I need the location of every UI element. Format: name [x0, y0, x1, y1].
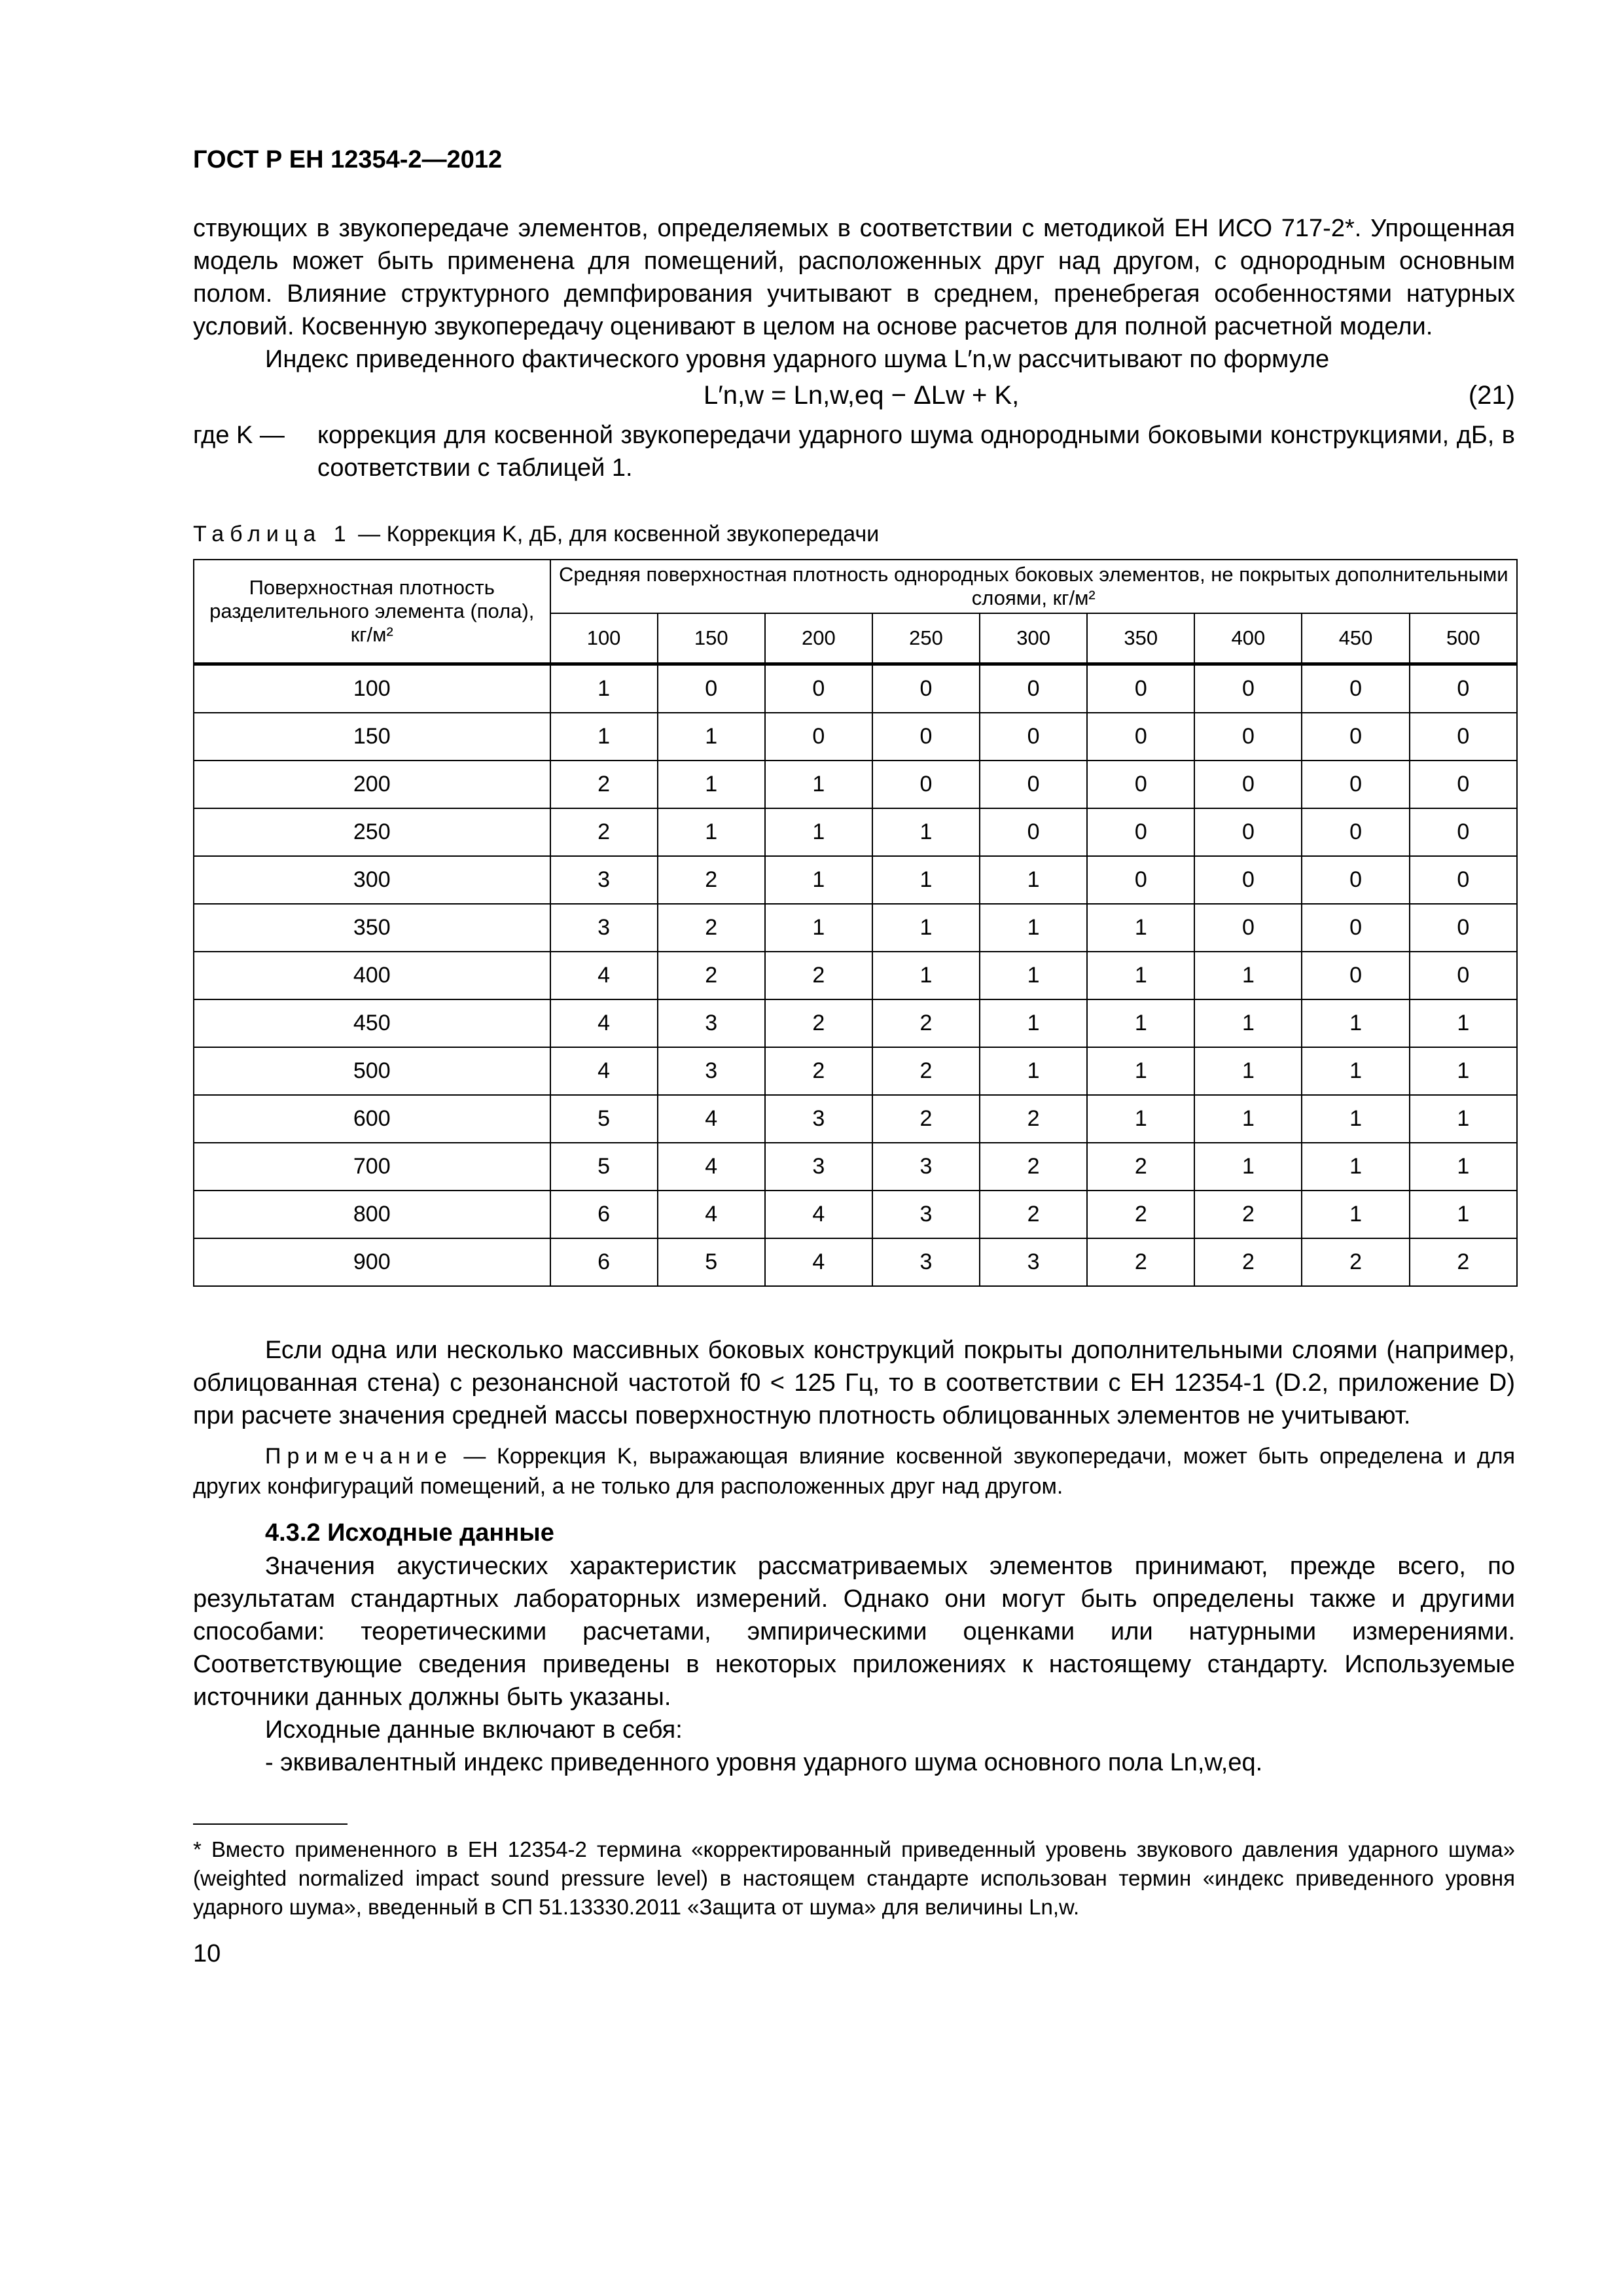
table-cell: 0: [1087, 713, 1194, 761]
table-cell: 0: [1194, 664, 1302, 713]
table-cell: 1: [1302, 1143, 1409, 1191]
table-cell: 0: [1410, 713, 1517, 761]
table-cell: 2: [872, 1047, 980, 1095]
table-cell: 3: [658, 999, 765, 1047]
table-cell: 0: [1302, 761, 1409, 808]
correction-table: [193, 559, 1518, 1287]
column-header: 150: [658, 613, 765, 664]
row-label-cell: 450: [194, 999, 550, 1047]
table-cell: 1: [872, 952, 980, 999]
table-cell: 1: [1087, 1095, 1194, 1143]
table-cell: 0: [872, 713, 980, 761]
column-header: 400: [1194, 613, 1302, 664]
column-header: 500: [1410, 613, 1517, 664]
table-cell: 2: [765, 999, 872, 1047]
table-cell: 1: [550, 713, 658, 761]
table-cell: 2: [980, 1143, 1087, 1191]
table-cell: 2: [765, 952, 872, 999]
table-cell: 2: [1087, 1191, 1194, 1238]
table-cell: 0: [872, 664, 980, 713]
table-cell: 1: [658, 808, 765, 856]
row-label-cell: 900: [194, 1238, 550, 1286]
table-cell: 0: [1302, 664, 1409, 713]
table-cell: 2: [550, 761, 658, 808]
table-cell: 1: [980, 952, 1087, 999]
note-label: Примечание: [265, 1444, 453, 1469]
table-cell: 2: [658, 856, 765, 904]
table-row: [194, 1047, 1517, 1095]
table-caption-prefix: Таблица 1: [193, 522, 352, 547]
table-cell: 1: [1087, 999, 1194, 1047]
row-header-cell: Поверхностная плотность разделительного элемента (пола), кг/м²: [194, 560, 550, 664]
row-label-cell: 500: [194, 1047, 550, 1095]
row-label-cell: 600: [194, 1095, 550, 1143]
table-cell: 0: [1410, 904, 1517, 952]
table-cell: 1: [980, 1047, 1087, 1095]
table-cell: 0: [1194, 808, 1302, 856]
table-cell: 3: [872, 1143, 980, 1191]
table-row: [194, 1191, 1517, 1238]
row-label-cell: 300: [194, 856, 550, 904]
section-list-item: - эквивалентный индекс приведенного уровня ударного шума основного пола Ln,w,eq.: [265, 1749, 1263, 1776]
table-cell: 1: [1194, 1047, 1302, 1095]
table-cell: 4: [765, 1238, 872, 1286]
table-cell: 1: [1194, 1143, 1302, 1191]
row-label-cell: 400: [194, 952, 550, 999]
table-cell: 1: [872, 856, 980, 904]
table-row: [194, 713, 1517, 761]
table-cell: 3: [872, 1191, 980, 1238]
table-cell: 3: [658, 1047, 765, 1095]
table-cell: 1: [980, 856, 1087, 904]
table-cell: 0: [1302, 856, 1409, 904]
table-row: [194, 856, 1517, 904]
table-cell: 0: [658, 664, 765, 713]
table-cell: 0: [1410, 952, 1517, 999]
row-label-cell: 100: [194, 664, 550, 713]
table-cell: 3: [980, 1238, 1087, 1286]
table-cell: 0: [980, 664, 1087, 713]
table-cell: 6: [550, 1191, 658, 1238]
table-cell: 1: [765, 904, 872, 952]
column-header: 350: [1087, 613, 1194, 664]
table-cell: 1: [550, 664, 658, 713]
table-cell: 2: [765, 1047, 872, 1095]
table-cell: 0: [872, 761, 980, 808]
page-number: 10: [193, 1940, 221, 1967]
table-cell: 2: [658, 952, 765, 999]
table-cell: 1: [1087, 1047, 1194, 1095]
table-cell: 0: [1087, 664, 1194, 713]
table-cell: 0: [1410, 856, 1517, 904]
table-cell: 1: [765, 856, 872, 904]
table-cell: 1: [980, 904, 1087, 952]
table-cell: 5: [550, 1143, 658, 1191]
formula-where-clause: [193, 419, 1515, 484]
table-cell: 1: [1410, 1047, 1517, 1095]
table-cell: 1: [980, 999, 1087, 1047]
table-cell: 1: [1302, 1095, 1409, 1143]
table-row: [194, 952, 1517, 999]
table-cell: 0: [980, 713, 1087, 761]
table-cell: 2: [872, 999, 980, 1047]
table-cell: 1: [1302, 999, 1409, 1047]
table-cell: 0: [1302, 808, 1409, 856]
table-cell: 1: [1410, 1191, 1517, 1238]
column-header: 250: [872, 613, 980, 664]
formula-number: (21): [1468, 381, 1515, 410]
column-header: 300: [980, 613, 1087, 664]
column-header: 450: [1302, 613, 1409, 664]
table-cell: 2: [1302, 1238, 1409, 1286]
table-cell: 1: [1302, 1191, 1409, 1238]
table-row: [194, 1238, 1517, 1286]
table-row: [194, 1143, 1517, 1191]
section-title: 4.3.2 Исходные данные: [265, 1519, 554, 1547]
table-cell: 2: [1194, 1191, 1302, 1238]
table-caption-text: — Коррекция K, дБ, для косвенной звукопередачи: [351, 522, 880, 547]
section-paragraph: Значения акустических характеристик рассматриваемых элементов принимают, прежде всего, по результатам стандартных лабораторных измерений. Однако они могут быть определены также и другими способами: теоретическими расчетами, эмпирическими оценками или натурными измерениями. Соответствующие сведения приведены в некоторых приложениях к настоящему стандарту. Используемые источники данных должны быть указаны.: [193, 1552, 1515, 1711]
row-label-cell: 150: [194, 713, 550, 761]
after-table-paragraph: Если одна или несколько массивных боковых конструкций покрыты дополнительными слоями (например, облицованная стена) с резонансной частотой f0 < 125 Гц, то в соответствии с ЕН 12354-1 (D.2, приложение D) при расчете значения средней массы поверхностную плотность облицованных элементов не учитывают.: [193, 1336, 1515, 1429]
table-cell: 2: [658, 904, 765, 952]
footnote: * Вместо примененного в ЕН 12354-2 термина «корректированный приведенный уровень звукового давления ударного шума» (weighted normalized impact sound pressure level) в настоящем стандарте использован термин «индекс приведенного уровня ударного шума», введенный в СП 51.13330.2011 «Защита от шума» для величины Ln,w.: [193, 1837, 1515, 1919]
footnote-divider: [193, 1823, 348, 1825]
table-cell: 0: [1302, 952, 1409, 999]
table-cell: 2: [872, 1095, 980, 1143]
formula-21: [193, 376, 1515, 415]
table-cell: 1: [658, 761, 765, 808]
table-row: [194, 904, 1517, 952]
table-cell: 3: [550, 904, 658, 952]
formula-expression: L′n,w = Ln,w,eq − ΔLw + K,: [704, 381, 1020, 410]
table-cell: 1: [765, 761, 872, 808]
column-group-header: Средняя поверхностная плотность однородных боковых элементов, не покрытых дополнительными слоями, кг/м²: [550, 560, 1518, 613]
table-cell: 0: [980, 761, 1087, 808]
table-cell: 0: [1194, 713, 1302, 761]
row-label-cell: 250: [194, 808, 550, 856]
table-cell: 5: [550, 1095, 658, 1143]
row-label-cell: 800: [194, 1191, 550, 1238]
note-text: — Коррекция K, выражающая влияние косвенной звукопередачи, может быть определена и для других конфигураций помещений, а не только для расположенных друг над другом.: [193, 1444, 1515, 1499]
table-cell: 4: [550, 999, 658, 1047]
table-cell: 0: [1087, 808, 1194, 856]
table-cell: 1: [658, 713, 765, 761]
row-label-cell: 700: [194, 1143, 550, 1191]
column-header: 200: [765, 613, 872, 664]
table-cell: 2: [1087, 1238, 1194, 1286]
table-cell: 0: [980, 808, 1087, 856]
table-cell: 2: [1194, 1238, 1302, 1286]
table-cell: 4: [658, 1191, 765, 1238]
where-text: коррекция для косвенной звукопередачи ударного шума однородными боковыми конструкциями, дБ, в соответствии с таблицей 1.: [317, 422, 1515, 482]
row-label-cell: 200: [194, 761, 550, 808]
table-row: [194, 999, 1517, 1047]
table-cell: 2: [1410, 1238, 1517, 1286]
table-row: [194, 808, 1517, 856]
table-cell: 6: [550, 1238, 658, 1286]
table-cell: 0: [1194, 856, 1302, 904]
table-cell: 0: [1194, 904, 1302, 952]
table-cell: 4: [658, 1095, 765, 1143]
table-cell: 1: [1087, 904, 1194, 952]
table-cell: 5: [658, 1238, 765, 1286]
table-cell: 4: [658, 1143, 765, 1191]
where-label: где K —: [193, 422, 285, 449]
document-page: [193, 144, 1515, 1970]
table-cell: 0: [1087, 761, 1194, 808]
table-row: [194, 761, 1517, 808]
table-cell: 4: [550, 952, 658, 999]
table-cell: 3: [872, 1238, 980, 1286]
note: [193, 1441, 1515, 1501]
table-cell: 3: [765, 1095, 872, 1143]
table-cell: 0: [1410, 664, 1517, 713]
table-cell: 1: [872, 808, 980, 856]
formula-intro-paragraph: Индекс приведенного фактического уровня ударного шума L′n,w рассчитывают по формуле: [265, 346, 1330, 373]
table-cell: 0: [765, 713, 872, 761]
intro-paragraph: ствующих в звукопередаче элементов, определяемых в соответствии с методикой ЕН ИСО 717-2*. Упрощенная модель может быть применена для помещений, расположенных друг над другом, с однородным основным полом. Влияние структурного демпфирования учитывают в среднем, пренебрегая особенностями натурных условий. Косвенную звукопередачу оценивают в целом на основе расчетов для полной расчетной модели.: [193, 215, 1515, 340]
table-cell: 2: [980, 1095, 1087, 1143]
table-caption: [193, 521, 1515, 547]
document-header: ГОСТ Р ЕН 12354-2—2012: [193, 146, 503, 173]
table-cell: 1: [1410, 1095, 1517, 1143]
table-row: [194, 664, 1517, 713]
table-cell: 0: [765, 664, 872, 713]
column-header: 100: [550, 613, 658, 664]
table-cell: 0: [1087, 856, 1194, 904]
table-cell: 4: [550, 1047, 658, 1095]
table-cell: 1: [1410, 999, 1517, 1047]
row-label-cell: 350: [194, 904, 550, 952]
table-cell: 2: [550, 808, 658, 856]
table-cell: 3: [765, 1143, 872, 1191]
table-cell: 2: [980, 1191, 1087, 1238]
table-row: [194, 1095, 1517, 1143]
table-cell: 1: [1194, 999, 1302, 1047]
table-cell: 1: [1302, 1047, 1409, 1095]
table-cell: 2: [1087, 1143, 1194, 1191]
table-cell: 0: [1302, 904, 1409, 952]
table-cell: 1: [1410, 1143, 1517, 1191]
table-cell: 0: [1410, 761, 1517, 808]
table-cell: 0: [1194, 761, 1302, 808]
table-cell: 1: [1194, 952, 1302, 999]
table-cell: 0: [1410, 808, 1517, 856]
table-cell: 3: [550, 856, 658, 904]
table-cell: 1: [765, 808, 872, 856]
table-cell: 1: [1087, 952, 1194, 999]
table-cell: 4: [765, 1191, 872, 1238]
table-body: [194, 664, 1517, 1287]
table-cell: 1: [872, 904, 980, 952]
section-list-intro: Исходные данные включают в себя:: [265, 1716, 683, 1744]
table-cell: 0: [1302, 713, 1409, 761]
table-cell: 1: [1194, 1095, 1302, 1143]
